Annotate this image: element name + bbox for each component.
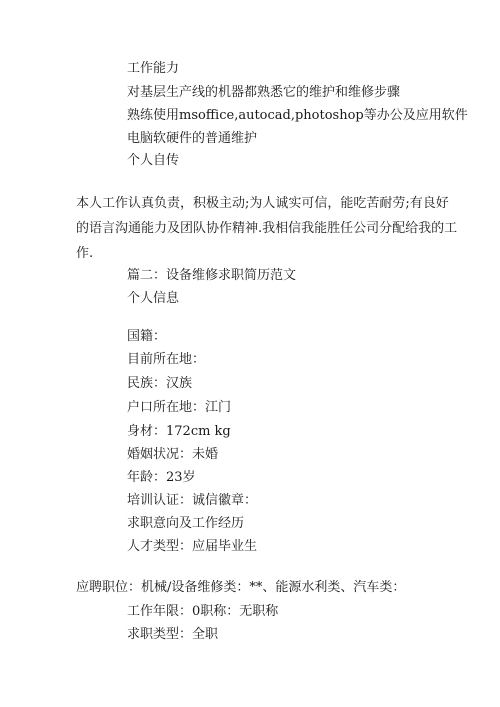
work-ability-heading: 工作能力 — [127, 61, 180, 76]
job-type-field: 求职类型：全职 — [127, 627, 219, 642]
marital-status-field: 婚姻状况：未婚 — [127, 447, 219, 462]
skill-line: 熟练使用msoffice,autocad,photoshop等办公及应用软件 — [127, 108, 468, 123]
hukou-field: 户口所在地：江门 — [127, 400, 232, 415]
work-experience-field: 工作年限：0职称：无职称 — [127, 604, 279, 619]
self-intro-paragraph-line: 的语言沟通能力及团队协作精神.我相信我能胜任公司分配给我的工 — [76, 221, 458, 236]
personal-info-heading: 个人信息 — [127, 291, 180, 306]
talent-type-field: 人才类型：应届毕业生 — [127, 539, 258, 554]
current-location-field: 目前所在地： — [127, 352, 206, 367]
training-field: 培训认证：诚信徽章： — [127, 493, 258, 508]
skill-line: 电脑软硬件的普通维护 — [127, 131, 258, 146]
ethnicity-field: 民族：汉族 — [127, 376, 193, 391]
nationality-field: 国籍： — [127, 329, 167, 344]
position-applied-field: 应聘职位：机械/设备维修类：**、能源水利类、汽车类： — [76, 580, 406, 595]
age-field: 年龄：23岁 — [127, 470, 196, 485]
job-intention-heading: 求职意向及工作经历 — [127, 516, 245, 531]
section-title: 篇二：设备维修求职简历范文 — [127, 268, 297, 283]
self-intro-paragraph-line: 本人工作认真负责，积极主动;为人诚实可信，能吃苦耐劳;有良好 — [76, 196, 449, 211]
self-intro-heading: 个人自传 — [127, 153, 180, 168]
skill-line: 对基层生产线的机器都熟悉它的维护和维修步骤 — [127, 85, 401, 100]
self-intro-paragraph-line: 作. — [76, 246, 94, 261]
height-field: 身材：172cm kg — [127, 424, 231, 439]
